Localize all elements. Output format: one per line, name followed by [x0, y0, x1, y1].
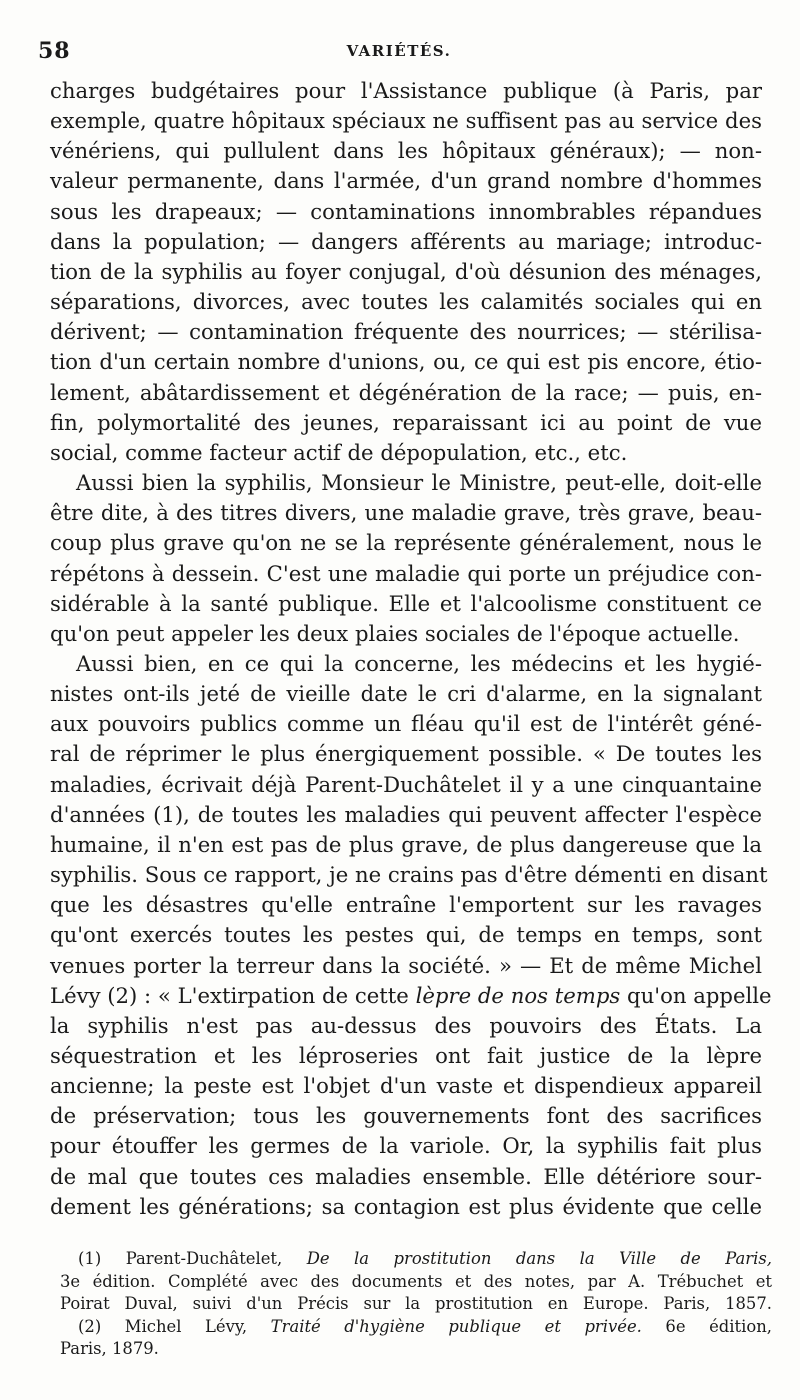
text-line: [50, 981, 772, 1011]
text-segment: qu'on appelle: [620, 982, 772, 1008]
text-line: exemple, quatre hôpitaux spéciaux ne suffisent pas au service des: [50, 108, 762, 134]
text-line: sous les drapeaux; — contaminations innombrables répandues: [50, 198, 762, 224]
footnote-line: [60, 1316, 772, 1339]
footnote-marker: (2): [78, 1316, 102, 1336]
text-line: séparations, divorces, avec toutes les calamités sociales qui en: [50, 289, 762, 315]
text-line: qu'on peut appeler les deux plaies sociales de l'époque actuelle.: [50, 620, 740, 646]
text-line: que les désastres qu'elle entraîne l'emportent sur les ravages: [50, 892, 762, 918]
body-text: [50, 76, 772, 1222]
text-line: séquestration et les léproseries ont fait justice de la lèpre: [50, 1043, 762, 1068]
text-line: maladies, écrivait déjà Parent-Duchâtelet il y a une cinquantaine: [50, 771, 762, 797]
text-line: qu'ont exercés toutes les pestes qui, de temps en temps, sont: [50, 922, 762, 948]
text-line: lement, abâtardissement et dégénération de la race; — puis, en-: [50, 379, 762, 405]
text-segment: Lévy (2) : « L'extirpation de cette: [50, 982, 416, 1008]
text-line: être dite, à des titres divers, une maladie grave, très grave, beau-: [50, 500, 762, 526]
text-line: humaine, il n'en est pas de plus grave, de plus dangereuse que la: [50, 831, 762, 857]
text-line: syphilis. Sous ce rapport, je ne crains pas d'être démenti en disant: [50, 862, 768, 888]
text-line: Aussi bien la syphilis, Monsieur le Ministre, peut-elle, doit-elle: [76, 470, 762, 496]
text-line: venues porter la terreur dans la société. » — Et de même Michel: [50, 952, 762, 978]
footnote-marker: (1): [78, 1249, 102, 1268]
footnotes: [60, 1248, 772, 1361]
text-line: répétons à dessein. C'est une maladie qui porte un préjudice con-: [50, 560, 762, 586]
text-line: d'années (1), de toutes les maladies qui peuvent affecter l'espèce: [50, 801, 762, 827]
text-line: valeur permanente, dans l'armée, d'un grand nombre d'hommes: [50, 168, 762, 194]
page-number: 58: [38, 38, 71, 64]
text-line: la syphilis n'est pas au-dessus des pouvoirs des États. La: [50, 1012, 762, 1038]
text-line: aux pouvoirs publics comme un fléau qu'il est de l'intérêt géné-: [50, 711, 762, 737]
text-line: vénériens, qui pullulent dans les hôpitaux généraux); — non-: [50, 138, 762, 164]
text-line: tion de la syphilis au foyer conjugal, d'où désunion des ménages,: [50, 258, 762, 284]
text-line: pour étouffer les germes de la variole. Or, la syphilis fait plus: [50, 1133, 762, 1159]
text-line: ancienne; la peste est l'objet d'un vaste et dispendieux appareil: [50, 1073, 762, 1099]
text-line: ral de réprimer le plus énergiquement possible. « De toutes les: [50, 741, 762, 767]
text-line: dement les générations; sa contagion est plus évidente que celle: [50, 1193, 762, 1219]
footnote-2: [60, 1316, 772, 1361]
footnote-title: Traité d'hygiène publique et privée.: [270, 1316, 642, 1336]
footnote-line: Poirat Duval, suivi d'un Précis sur la prostitution en Europe. Paris, 1857.: [60, 1294, 772, 1313]
text-line: social, comme facteur actif de dépopulation, etc., etc.: [50, 439, 628, 465]
footnote-title: De la prostitution dans la Ville de Paris,: [306, 1249, 772, 1268]
footnote-1: [60, 1248, 772, 1316]
text-line: fin, polymortalité des jeunes, reparaissant ici au point de vue: [50, 409, 762, 435]
footnote-line: Paris, 1879.: [60, 1339, 159, 1358]
italic-phrase: lèpre de nos temps: [415, 982, 621, 1008]
running-head: VARIÉTÉS.: [346, 42, 452, 60]
text-line: charges budgétaires pour l'Assistance publique (à Paris, par: [50, 78, 762, 103]
text-line: coup plus grave qu'on ne se la représente généralement, nous le: [50, 530, 762, 556]
text-line: dans la population; — dangers afférents au mariage; introduc-: [50, 228, 762, 254]
text-line: dérivent; — contamination fréquente des nourrices; — stérilisa-: [50, 319, 762, 345]
paragraph: [50, 76, 762, 468]
footnote-line: [60, 1248, 772, 1271]
footnote-author: Parent-Duchâtelet,: [101, 1249, 307, 1268]
footnote-edition: 6e édition,: [641, 1316, 772, 1336]
text-line: de mal que toutes ces maladies ensemble. Elle détériore sour-: [50, 1163, 762, 1189]
text-line: tion d'un certain nombre d'unions, ou, ce qui est pis encore, étio-: [50, 349, 762, 375]
text-line: sidérable à la santé publique. Elle et l'alcoolisme constituent ce: [50, 590, 762, 616]
page-header: [38, 36, 760, 66]
text-line: nistes ont-ils jeté de vieille date le cri d'alarme, en la signalant: [50, 681, 762, 707]
footnote-author: Michel Lévy,: [101, 1316, 271, 1336]
paragraph: [50, 649, 772, 1222]
footnote-line: 3e édition. Complété avec des documents et des notes, par A. Trébuchet et: [60, 1271, 772, 1291]
text-line: Aussi bien, en ce qui la concerne, les médecins et les hygié-: [76, 650, 762, 676]
paragraph: [50, 468, 762, 649]
text-line: de préservation; tous les gouvernements font des sacrifices: [50, 1103, 762, 1129]
